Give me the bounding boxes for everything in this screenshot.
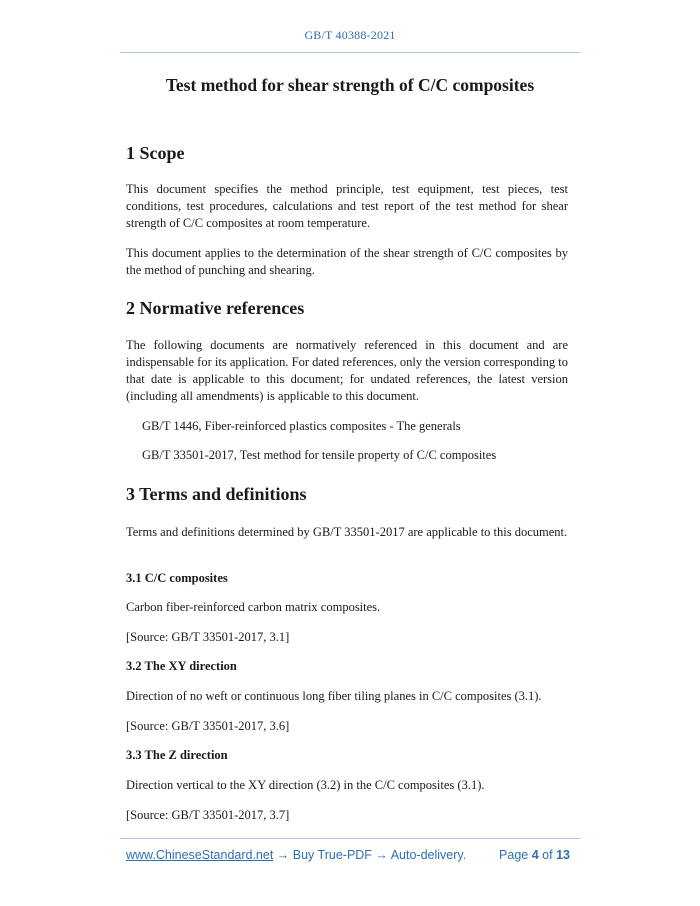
- term-definition: Direction of no weft or continuous long fiber tiling planes in C/C composites (3.1).: [126, 689, 542, 703]
- running-header: GB/T 40388-2021: [304, 28, 396, 42]
- term-definition: Carbon fiber-reinforced carbon matrix composites.: [126, 600, 381, 614]
- section-heading-terms-definitions: 3 Terms and definitions: [126, 484, 307, 504]
- term-source: [Source: GB/T 33501-2017, 3.7]: [126, 808, 290, 822]
- scope-paragraph-1: This document specifies the method principle, test equipment, test pieces, test conditions, test procedures, calculations and test report of the test method for shear strength of C/C composites at room temperature.: [126, 182, 568, 230]
- reference-item: GB/T 1446, Fiber-reinforced plastics composites - The generals: [142, 419, 461, 433]
- term-source: [Source: GB/T 33501-2017, 3.1]: [126, 630, 290, 644]
- term-definition: Direction vertical to the XY direction (3.2) in the C/C composites (3.1).: [126, 778, 485, 792]
- term-source: [Source: GB/T 33501-2017, 3.6]: [126, 719, 290, 733]
- site-link[interactable]: www.ChineseStandard.net: [126, 848, 274, 862]
- page-footer: [126, 848, 570, 862]
- scope-paragraph-2: This document applies to the determination of the shear strength of C/C composites by the method of punching and shearing.: [126, 246, 568, 277]
- page-label: Page: [499, 848, 529, 862]
- terms-paragraph: Terms and definitions determined by GB/T 33501-2017 are applicable to this document.: [126, 525, 568, 539]
- section-heading-scope: 1 Scope: [126, 143, 185, 163]
- page-of-label: of: [542, 848, 553, 862]
- page-indicator: [499, 848, 570, 862]
- term-heading: 3.2 The XY direction: [126, 659, 237, 673]
- reference-item: GB/T 33501-2017, Test method for tensile property of C/C composites: [142, 448, 497, 462]
- header-divider: [120, 52, 580, 53]
- section-heading-normative-references: 2 Normative references: [126, 298, 305, 318]
- term-heading: 3.3 The Z direction: [126, 748, 228, 762]
- footer-divider: [120, 838, 580, 839]
- total-pages-number: 13: [556, 848, 570, 862]
- term-heading: 3.1 C/C composites: [126, 571, 228, 585]
- normative-paragraph: The following documents are normatively referenced in this document and are indispensable for its application. For dated references, only the version corresponding to that date is applicable to this document; for undated references, the latest version (including all amendments) is applicable to this document.: [126, 338, 568, 403]
- purchase-promo-text: → Buy True-PDF → Auto-delivery.: [273, 848, 467, 862]
- document-title: Test method for shear strength of C/C composites: [165, 75, 535, 95]
- current-page-number: 4: [531, 848, 539, 862]
